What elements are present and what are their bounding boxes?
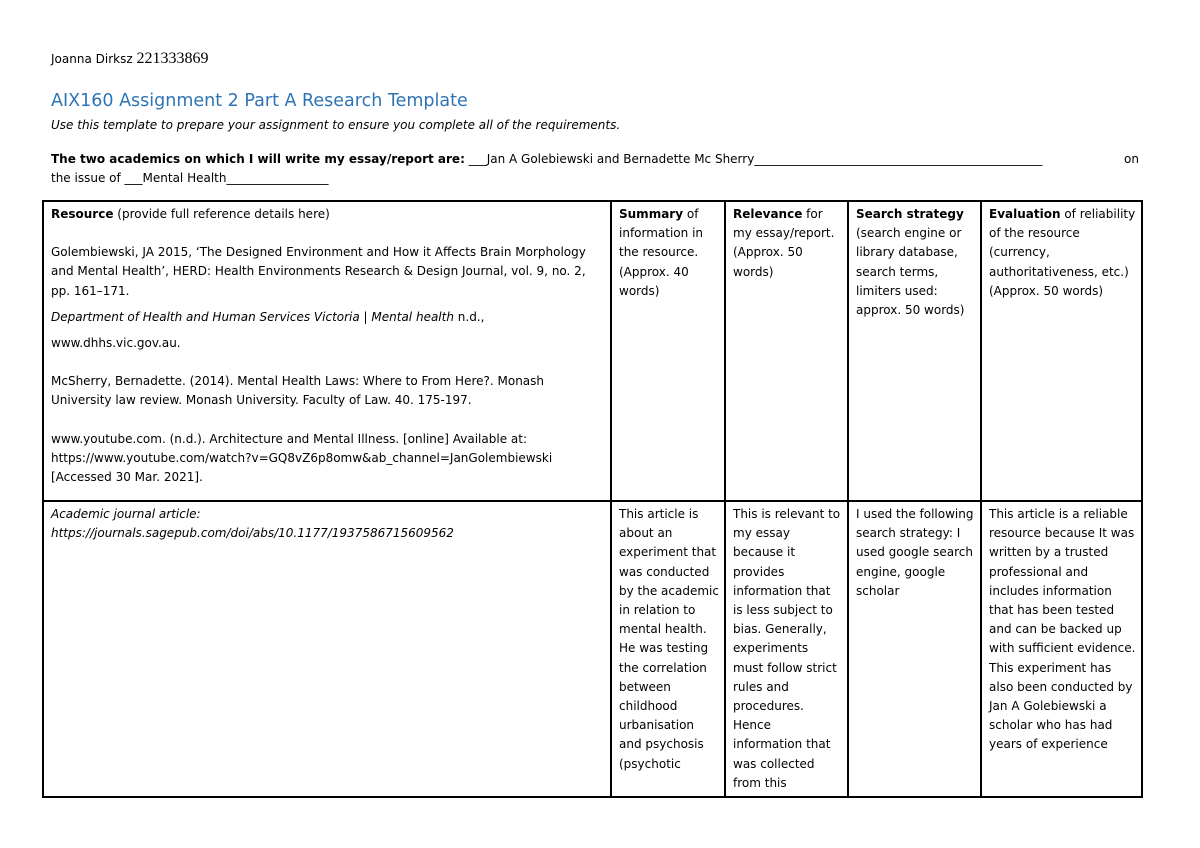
resource-url: https://journals.sagepub.com/doi/abs/10.1177/1937586715609562	[51, 526, 454, 541]
summary-header-cell	[611, 201, 725, 501]
document-subtitle: Use this template to prepare your assignment to ensure you complete all of the requirements.	[51, 118, 621, 132]
evaluation-header: Evaluation of reliability of the resource (currency, authoritativeness, etc.) (Approx. 50 words)	[989, 207, 1136, 298]
resource-header: Resource (provide full reference details here)	[51, 207, 330, 221]
reference-mcsherry: McSherry, Bernadette. (2014). Mental Health Laws: Where to From Here?. Monash University law review. Monash University. Faculty of Law. 40. 175-197.	[51, 374, 545, 408]
search-text: I used the following search strategy: I used google search engine, google scholar	[856, 507, 974, 598]
relevance-cell	[725, 501, 848, 797]
table-row	[43, 501, 1142, 797]
relevance-header-cell	[725, 201, 848, 501]
table-header-row	[43, 201, 1142, 501]
resource-label: Academic journal article:	[51, 507, 201, 521]
statement-issue: Mental Health	[142, 171, 227, 185]
statement-lead: The two academics on which I will write my essay/report are:	[51, 152, 465, 166]
statement-blank-after: ________________________________________________	[754, 152, 1043, 166]
summary-header: Summary of information in the resource. (Approx. 40 words)	[619, 207, 704, 298]
relevance-text: This is relevant to my essay because it provides information that is less subject to bias. Generally, experiments must follow strict rules and procedures. Hence information that was collected from this	[733, 507, 841, 790]
evaluation-cell	[981, 501, 1142, 797]
search-header: Search strategy (search engine or library database, search terms, limiters used: approx. 50 words)	[856, 207, 965, 318]
statement-academics: Jan A Golebiewski and Bernadette Mc Sherry	[486, 152, 755, 166]
reference-golembiewski: Golembiewski, JA 2015, ‘The Designed Environment and How it Affects Brain Morphology and Mental Health’, HERD: Health Environments Research & Design Journal, vol. 9, no. 2, pp. 161–171.	[51, 245, 586, 298]
author-name: Joanna Dirksz	[51, 52, 133, 66]
resource-cell	[43, 501, 611, 797]
summary-cell	[611, 501, 725, 797]
student-id: 221333869	[136, 50, 209, 67]
document-title: AIX160 Assignment 2 Part A Research Template	[51, 91, 468, 111]
statement-issue-prefix: the issue of ___	[51, 171, 143, 185]
academics-statement	[51, 150, 1141, 188]
reference-dhhs: Department of Health and Human Services Victoria | Mental health n.d.,	[51, 309, 485, 324]
relevance-header: Relevance for my essay/report. (Approx. 50 words)	[733, 207, 835, 279]
resource-header-cell	[43, 201, 611, 501]
search-cell	[848, 501, 981, 797]
summary-text: This article is about an experiment that was conducted by the academic in relation to mental health. He was testing the correlation between childhood urbanisation and psychosis (psychotic	[619, 507, 719, 771]
search-header-cell	[848, 201, 981, 501]
reference-dhhs-url: www.dhhs.vic.gov.au.	[51, 336, 181, 351]
statement-blank-before: ___	[468, 152, 487, 166]
research-table	[42, 200, 1143, 798]
statement-on: on	[1124, 152, 1139, 166]
author-line	[51, 50, 208, 68]
reference-youtube: www.youtube.com. (n.d.). Architecture and Mental Illness. [online] Available at: https://www.youtube.com/watch?v=GQ8vZ6p8omw&ab_channel=JanGolembiewski [Accessed 30 Mar. 2021].	[51, 431, 553, 485]
statement-issue-suffix: _________________	[226, 171, 329, 185]
evaluation-text: This article is a reliable resource because It was written by a trusted professional and includes information that has been tested and can be backed up with sufficient evidence. This experiment has also been conducted by Jan A Golebiewski a scholar who has had years of experience	[989, 507, 1136, 752]
evaluation-header-cell	[981, 201, 1142, 501]
